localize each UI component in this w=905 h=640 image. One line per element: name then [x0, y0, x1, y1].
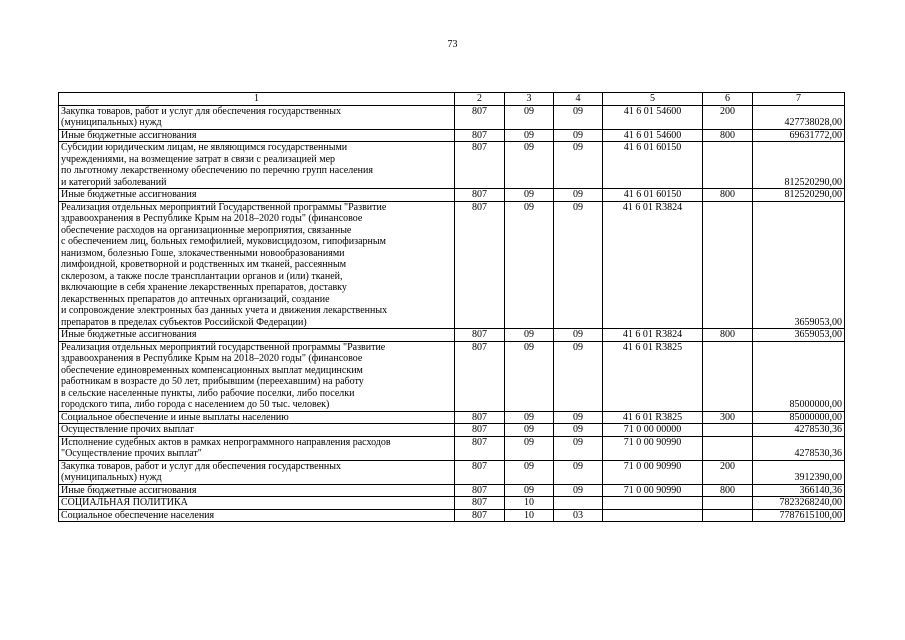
row-sum-cell: 812520290,00: [753, 189, 845, 202]
header-cell-sum: 7: [753, 93, 845, 106]
table-row: [59, 460, 845, 484]
table-row: [59, 509, 845, 522]
row-vr-cell: [703, 424, 753, 437]
row-vr-cell: 200: [703, 105, 753, 129]
table-row: [59, 497, 845, 510]
row-pr-cell: 09: [554, 129, 603, 142]
row-ved-cell: 807: [455, 509, 505, 522]
row-sum-cell: 85000000,00: [753, 411, 845, 424]
row-sum-cell: 3659053,00: [753, 329, 845, 342]
table-row: [59, 201, 845, 329]
row-pr-cell: 09: [554, 142, 603, 189]
row-pr-cell: 09: [554, 105, 603, 129]
table-row: [59, 411, 845, 424]
row-sum-cell: 85000000,00: [753, 341, 845, 411]
row-name-cell: Осуществление прочих выплат: [59, 424, 455, 437]
row-rz-cell: 09: [505, 436, 554, 460]
row-ved-cell: 807: [455, 329, 505, 342]
row-vr-cell: 800: [703, 129, 753, 142]
row-rz-cell: 09: [505, 460, 554, 484]
table-row: [59, 189, 845, 202]
row-pr-cell: 03: [554, 509, 603, 522]
header-cell-rz: 3: [505, 93, 554, 106]
page-number: 73: [447, 39, 458, 50]
row-ved-cell: 807: [455, 484, 505, 497]
row-csr-cell: 71 0 00 00000: [603, 424, 703, 437]
row-sum-cell: 427738028,00: [753, 105, 845, 129]
header-cell-ved: 2: [455, 93, 505, 106]
table-row: [59, 105, 845, 129]
row-vr-cell: 800: [703, 329, 753, 342]
row-vr-cell: 800: [703, 189, 753, 202]
table-row: [59, 424, 845, 437]
row-sum-cell: 4278530,36: [753, 436, 845, 460]
header-cell-name: 1: [59, 93, 455, 106]
row-vr-cell: 800: [703, 484, 753, 497]
row-name-cell: Иные бюджетные ассигнования: [59, 129, 455, 142]
row-csr-cell: 41 6 01 R3824: [603, 329, 703, 342]
row-rz-cell: 09: [505, 129, 554, 142]
row-ved-cell: 807: [455, 189, 505, 202]
row-vr-cell: [703, 341, 753, 411]
table-row: [59, 341, 845, 411]
row-name-cell: Закупка товаров, работ и услуг для обеспечения государственных (муниципальных) нужд: [59, 460, 455, 484]
row-vr-cell: [703, 142, 753, 189]
row-vr-cell: [703, 201, 753, 329]
header-cell-csr: 5: [603, 93, 703, 106]
row-rz-cell: 09: [505, 142, 554, 189]
row-name-cell: Иные бюджетные ассигнования: [59, 189, 455, 202]
row-vr-cell: 200: [703, 460, 753, 484]
header-cell-pr: 4: [554, 93, 603, 106]
row-csr-cell: [603, 497, 703, 510]
row-ved-cell: 807: [455, 424, 505, 437]
row-csr-cell: 71 0 00 90990: [603, 436, 703, 460]
row-ved-cell: 807: [455, 436, 505, 460]
row-vr-cell: [703, 509, 753, 522]
row-ved-cell: 807: [455, 497, 505, 510]
row-name-cell: Закупка товаров, работ и услуг для обеспечения государственных (муниципальных) нужд: [59, 105, 455, 129]
row-csr-cell: [603, 509, 703, 522]
row-csr-cell: 41 6 01 54600: [603, 105, 703, 129]
row-sum-cell: 69631772,00: [753, 129, 845, 142]
row-pr-cell: 09: [554, 460, 603, 484]
row-csr-cell: 71 0 00 90990: [603, 484, 703, 497]
row-sum-cell: 3912390,00: [753, 460, 845, 484]
row-name-cell: СОЦИАЛЬНАЯ ПОЛИТИКА: [59, 497, 455, 510]
row-ved-cell: 807: [455, 105, 505, 129]
header-cell-vr: 6: [703, 93, 753, 106]
row-ved-cell: 807: [455, 411, 505, 424]
row-csr-cell: 71 0 00 90990: [603, 460, 703, 484]
row-sum-cell: 812520290,00: [753, 142, 845, 189]
row-pr-cell: 09: [554, 341, 603, 411]
row-rz-cell: 09: [505, 411, 554, 424]
row-name-cell: Иные бюджетные ассигнования: [59, 329, 455, 342]
row-pr-cell: 09: [554, 436, 603, 460]
row-sum-cell: 7823268240,00: [753, 497, 845, 510]
row-ved-cell: 807: [455, 129, 505, 142]
row-ved-cell: 807: [455, 201, 505, 329]
row-ved-cell: 807: [455, 460, 505, 484]
row-rz-cell: 10: [505, 497, 554, 510]
row-csr-cell: 41 6 01 R3825: [603, 411, 703, 424]
row-rz-cell: 09: [505, 329, 554, 342]
row-pr-cell: 09: [554, 484, 603, 497]
row-pr-cell: 09: [554, 189, 603, 202]
row-name-cell: Иные бюджетные ассигнования: [59, 484, 455, 497]
row-name-cell: Реализация отдельных мероприятий государственной программы "Развитие здравоохранения в Республике Крым на 2018–2020 годы" (финансовое обеспечение единовременных компенсационных выплат медицинским работникам в возрасте до 50 лет, прибывшим (переехавшим) на работу в сельские населенные пункты, либо рабочие поселки, либо поселки городского типа, либо города с населением до 50 тыс. человек): [59, 341, 455, 411]
row-rz-cell: 09: [505, 424, 554, 437]
row-csr-cell: 41 6 01 R3825: [603, 341, 703, 411]
row-rz-cell: 10: [505, 509, 554, 522]
row-sum-cell: 366140,36: [753, 484, 845, 497]
row-name-cell: Социальное обеспечение населения: [59, 509, 455, 522]
table-row: [59, 129, 845, 142]
row-pr-cell: 09: [554, 424, 603, 437]
row-name-cell: Исполнение судебных актов в рамках непрограммного направления расходов "Осуществление прочих выплат": [59, 436, 455, 460]
row-name-cell: Социальное обеспечение и иные выплаты населению: [59, 411, 455, 424]
row-rz-cell: 09: [505, 105, 554, 129]
table-row: [59, 142, 845, 189]
row-pr-cell: 09: [554, 329, 603, 342]
row-rz-cell: 09: [505, 189, 554, 202]
table-header-row: [59, 93, 845, 106]
row-vr-cell: 300: [703, 411, 753, 424]
table-row: [59, 436, 845, 460]
row-ved-cell: 807: [455, 341, 505, 411]
row-csr-cell: 41 6 01 R3824: [603, 201, 703, 329]
row-sum-cell: 7787615100,00: [753, 509, 845, 522]
budget-table: [58, 92, 845, 522]
row-rz-cell: 09: [505, 484, 554, 497]
row-rz-cell: 09: [505, 341, 554, 411]
row-sum-cell: 4278530,36: [753, 424, 845, 437]
row-pr-cell: 09: [554, 201, 603, 329]
row-pr-cell: [554, 497, 603, 510]
row-vr-cell: [703, 497, 753, 510]
row-name-cell: Субсидии юридическим лицам, не являющимся государственными учреждениями, на возмещение затрат в связи с реализацией мер по льготному лекарственному обеспечению по перечню групп населения и категорий заболеваний: [59, 142, 455, 189]
row-pr-cell: 09: [554, 411, 603, 424]
row-name-cell: Реализация отдельных мероприятий Государственной программы "Развитие здравоохранения в Республике Крым на 2018–2020 годы" (финансовое обеспечение расходов на организационные мероприятия, связанные с обеспечением лиц, больных гемофилией, муковисцидозом, гипофизарным нанизмом, болезнью Гоше, злокачественными новообразованиями лимфоидной, кроветворной и родственных им тканей, рассеянным склерозом, а также после трансплантации органов и (или) тканей, включающие в себя хранение лекарственных препаратов, доставку лекарственных препаратов до аптечных организаций, создание и сопровождение электронных баз данных учета и движения лекарственных препаратов в пределах субъектов Российской Федерации): [59, 201, 455, 329]
row-sum-cell: 3659053,00: [753, 201, 845, 329]
table-row: [59, 484, 845, 497]
row-ved-cell: 807: [455, 142, 505, 189]
row-csr-cell: 41 6 01 60150: [603, 142, 703, 189]
row-rz-cell: 09: [505, 201, 554, 329]
table-row: [59, 329, 845, 342]
row-csr-cell: 41 6 01 54600: [603, 129, 703, 142]
row-csr-cell: 41 6 01 60150: [603, 189, 703, 202]
row-vr-cell: [703, 436, 753, 460]
